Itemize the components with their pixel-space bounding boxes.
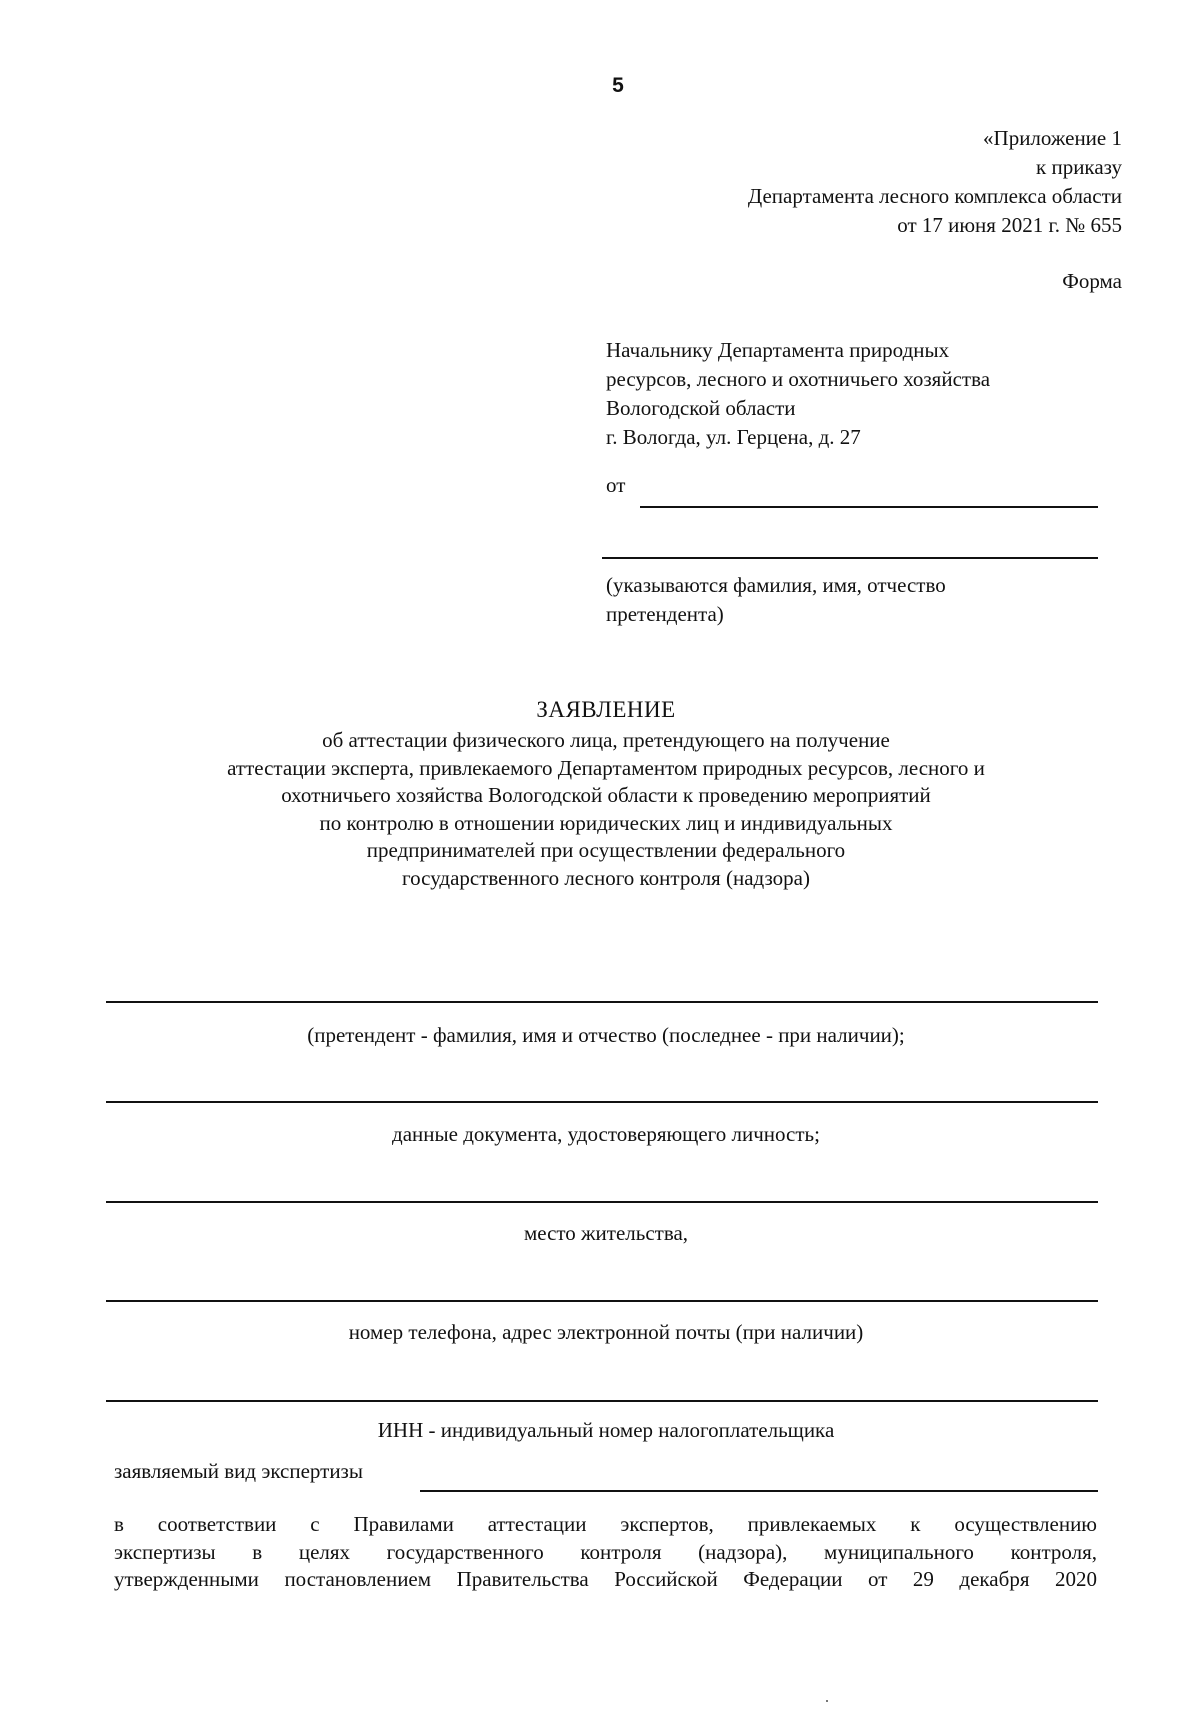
residence-line[interactable] (106, 1201, 1098, 1203)
subtitle-line: государственного лесного контроля (надзора) (402, 865, 810, 890)
body-line: в соответствии с Правилами аттестации экспертов, привлекаемых к осуществлению (114, 1512, 1097, 1536)
subtitle-line: аттестации эксперта, привлекаемого Департаментом природных ресурсов, лесного и (227, 755, 985, 780)
addressee-line: Начальнику Департамента природных (606, 338, 950, 362)
addressee-line: Вологодской области (606, 396, 796, 420)
from-label: от (606, 473, 626, 497)
applicant-note (606, 571, 946, 629)
applicant-name-caption: (претендент - фамилия, имя и отчество (последнее - при наличии); (307, 1023, 905, 1047)
appendix-line: Департамента лесного комплекса области (747, 184, 1122, 208)
form-label: Форма (1062, 269, 1122, 293)
inn-caption: ИНН - индивидуальный номер налогоплательщика (377, 1418, 835, 1442)
addressee-block (606, 336, 990, 452)
appendix-line: от 17 июня 2021 г. № 655 (897, 213, 1122, 237)
identity-document-caption: данные документа, удостоверяющего личность; (392, 1122, 820, 1146)
note-line: претендента) (606, 602, 724, 626)
residence-caption: место жительства, (523, 1221, 689, 1245)
subtitle-line: по контролю в отношении юридических лиц и индивидуальных (319, 810, 893, 835)
identity-document-line[interactable] (106, 1101, 1098, 1103)
body-line: утвержденными постановлением Правительства Российской Федерации от 29 декабря 2020 (114, 1567, 1097, 1591)
applicant-name-line[interactable] (106, 1001, 1098, 1003)
document-title: ЗАЯВЛЕНИЕ (536, 697, 676, 722)
from-name-line-2[interactable] (602, 557, 1098, 559)
inn-line[interactable] (106, 1400, 1098, 1402)
appendix-line: к приказу (1036, 155, 1122, 179)
addressee-line: ресурсов, лесного и охотничьего хозяйства (606, 367, 991, 391)
note-line: (указываются фамилия, имя, отчество (606, 573, 946, 597)
scan-speck (826, 1700, 828, 1702)
expertise-type-line[interactable] (420, 1490, 1098, 1492)
body-line: экспертизы в целях государственного контроля (надзора), муниципального контроля, (114, 1539, 1097, 1564)
page-number: 5 (612, 74, 624, 97)
from-name-line[interactable] (640, 506, 1098, 508)
addressee-line: г. Вологда, ул. Герцена, д. 27 (606, 425, 861, 449)
subtitle-line: предпринимателей при осуществлении федерального (366, 838, 846, 862)
document-subtitle (106, 727, 1106, 892)
contacts-caption: номер телефона, адрес электронной почты (при наличии) (348, 1320, 864, 1344)
subtitle-line: охотничьего хозяйства Вологодской области к проведению мероприятий (281, 783, 931, 807)
appendix-header (522, 124, 1122, 240)
appendix-line: «Приложение 1 (983, 126, 1122, 150)
contacts-line[interactable] (106, 1300, 1098, 1302)
subtitle-line: об аттестации физического лица, претендующего на получение (322, 728, 890, 752)
expertise-type-label: заявляемый вид экспертизы (114, 1459, 363, 1483)
body-paragraph (114, 1511, 1097, 1594)
